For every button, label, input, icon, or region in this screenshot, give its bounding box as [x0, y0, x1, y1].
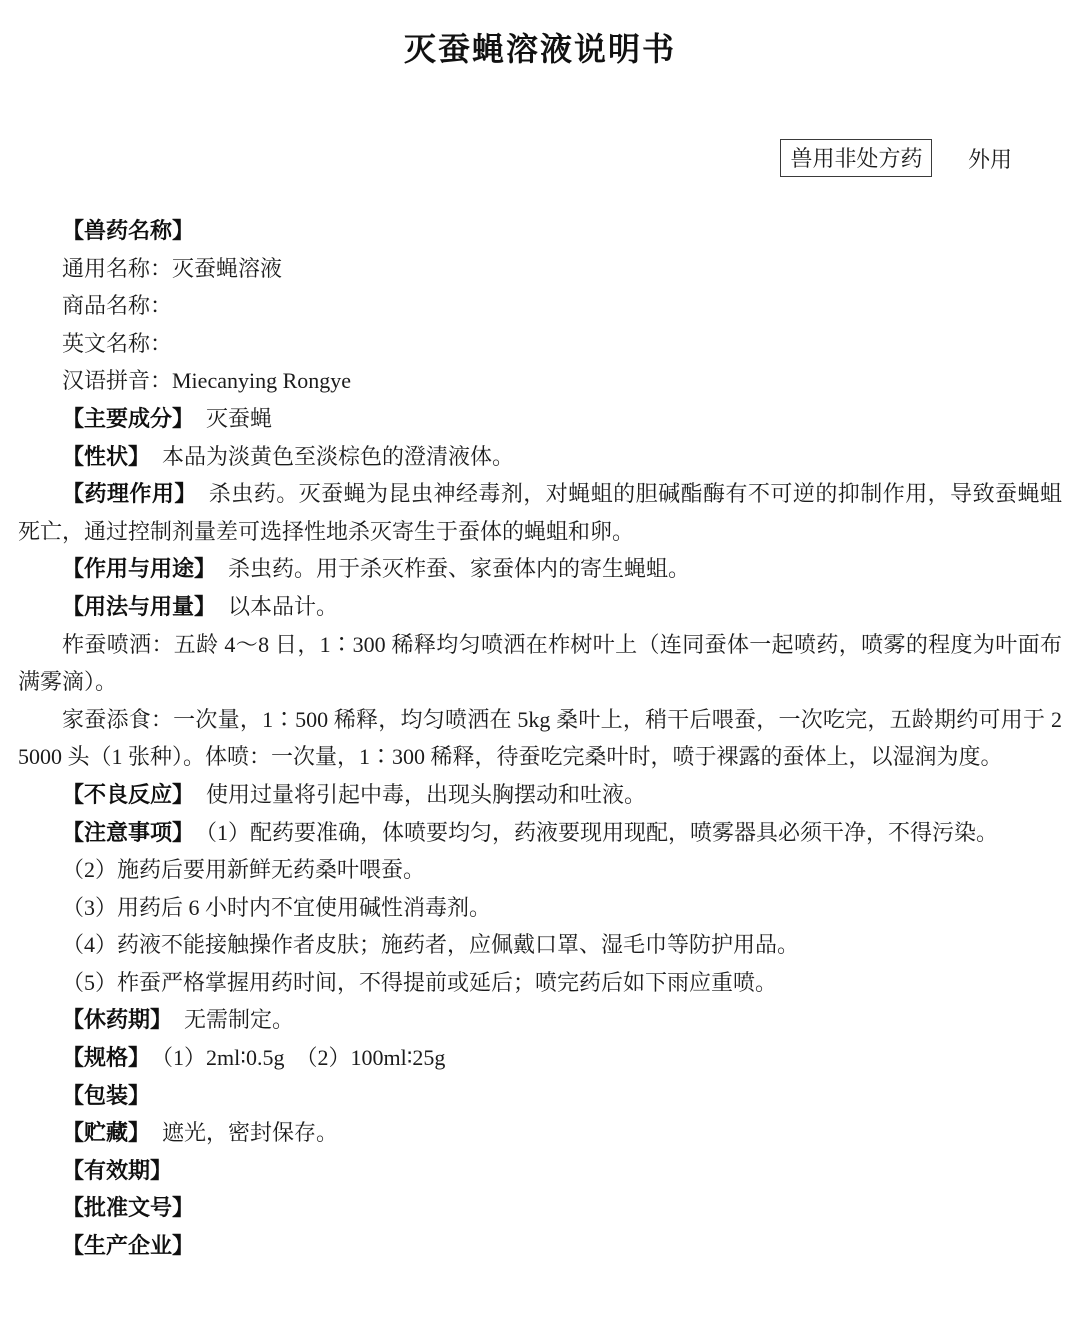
section-header: 【兽药名称】 [62, 218, 195, 243]
line-text: 使用过量将引起中毒，出现头胸摆动和吐液。 [206, 781, 647, 807]
line-text: 英文名称： [62, 330, 173, 356]
otc-badge: 兽用非处方药 [780, 139, 932, 177]
section-header: 【注意事项】 [62, 819, 195, 845]
section-header: 【性状】 [62, 443, 151, 469]
doc-line [18, 1077, 1062, 1115]
doc-line [18, 776, 1062, 814]
doc-line [18, 851, 1062, 889]
line-text: 本品为淡黄色至淡棕色的澄清液体。 [162, 443, 515, 469]
line-text: 灭蚕蝇 [206, 405, 273, 431]
doc-line [18, 626, 1062, 701]
section-header: 【不良反应】 [62, 781, 195, 807]
line-text: 以本品计。 [228, 593, 339, 619]
section-header: 【作用与用途】 [62, 556, 217, 582]
doc-line [18, 1227, 1062, 1265]
badge-row [0, 139, 1012, 177]
doc-line [18, 926, 1062, 964]
doc-line [18, 889, 1062, 927]
section-header: 【批准文号】 [62, 1195, 195, 1221]
doc-line [18, 250, 1062, 288]
doc-line [18, 475, 1062, 550]
line-text: 无需制定。 [184, 1007, 295, 1033]
line-text: 通用名称：灭蚕蝇溶液 [62, 255, 283, 281]
line-text: （2）施药后要用新鲜无药桑叶喂蚕。 [62, 857, 426, 883]
doc-line [18, 287, 1062, 325]
line-text: 杀虫药。用于杀灭柞蚕、家蚕体内的寄生蝇蛆。 [228, 556, 691, 582]
section-header: 【贮藏】 [62, 1120, 151, 1146]
line-text: 汉语拼音：Miecanying Rongye [62, 368, 352, 394]
line-text: （1）配药要准确，体喷要均匀，药液要现用现配，喷雾器具必须干净，不得污染。 [206, 819, 999, 845]
section-header: 【包装】 [62, 1082, 151, 1108]
usage-type-label: 外用 [967, 146, 1012, 172]
line-text: 遮光，密封保存。 [162, 1120, 339, 1146]
section-header: 【主要成分】 [62, 405, 195, 431]
line-text: （5）柞蚕严格掌握用药时间，不得提前或延后；喷完药后如下雨应重喷。 [62, 969, 778, 995]
doc-line [18, 701, 1062, 776]
section-header: 【用法与用量】 [62, 593, 217, 619]
page-title: 灭蚕蝇溶液说明书 [403, 31, 676, 67]
doc-line [18, 814, 1062, 852]
doc-line [18, 212, 1062, 250]
section-header: 【药理作用】 [62, 481, 197, 507]
line-text: （3）用药后 6 小时内不宜使用碱性消毒剂。 [62, 894, 492, 920]
line-text: 家蚕添食：一次量，1∶500 稀释，均匀喷洒在 5kg 桑叶上，稍干后喂蚕，一次吃完，五龄期约可用于 25000 头（1 张种）。体喷：一次量，1∶300 稀释，待蚕吃完桑叶时，喷于裸露的蚕体上，以湿润为度。 [18, 706, 1062, 770]
doc-line [18, 400, 1062, 438]
doc-line [18, 964, 1062, 1002]
doc-line [18, 550, 1062, 588]
doc-line [18, 1001, 1062, 1039]
section-header: 【有效期】 [62, 1157, 173, 1183]
doc-line [18, 362, 1062, 400]
line-text: 柞蚕喷洒：五龄 4～8 日，1∶300 稀释均匀喷洒在柞树叶上（连同蚕体一起喷药，喷雾的程度为叶面布满雾滴）。 [18, 631, 1062, 695]
doc-line [18, 438, 1062, 476]
line-text: 杀虫药。灭蚕蝇为昆虫神经毒剂，对蝇蛆的胆碱酯酶有不可逆的抑制作用，导致蚕蝇蛆死亡，通过控制剂量差可选择性地杀灭寄生于蚕体的蝇蛆和卵。 [18, 481, 1062, 544]
line-text: 商品名称： [62, 293, 173, 319]
line-text: （4）药液不能接触操作者皮肤；施药者，应佩戴口罩、湿毛巾等防护用品。 [62, 932, 800, 958]
doc-line [18, 1189, 1062, 1227]
document-body [18, 212, 1062, 1265]
doc-line [18, 588, 1062, 626]
line-text: （1）2ml∶0.5g （2）100ml∶25g [162, 1045, 446, 1071]
doc-line [18, 1039, 1062, 1077]
doc-line [18, 325, 1062, 363]
section-header: 【休药期】 [62, 1007, 173, 1033]
doc-line [18, 1152, 1062, 1190]
doc-line [18, 1114, 1062, 1152]
section-header: 【生产企业】 [62, 1233, 195, 1259]
section-header: 【规格】 [62, 1045, 151, 1071]
